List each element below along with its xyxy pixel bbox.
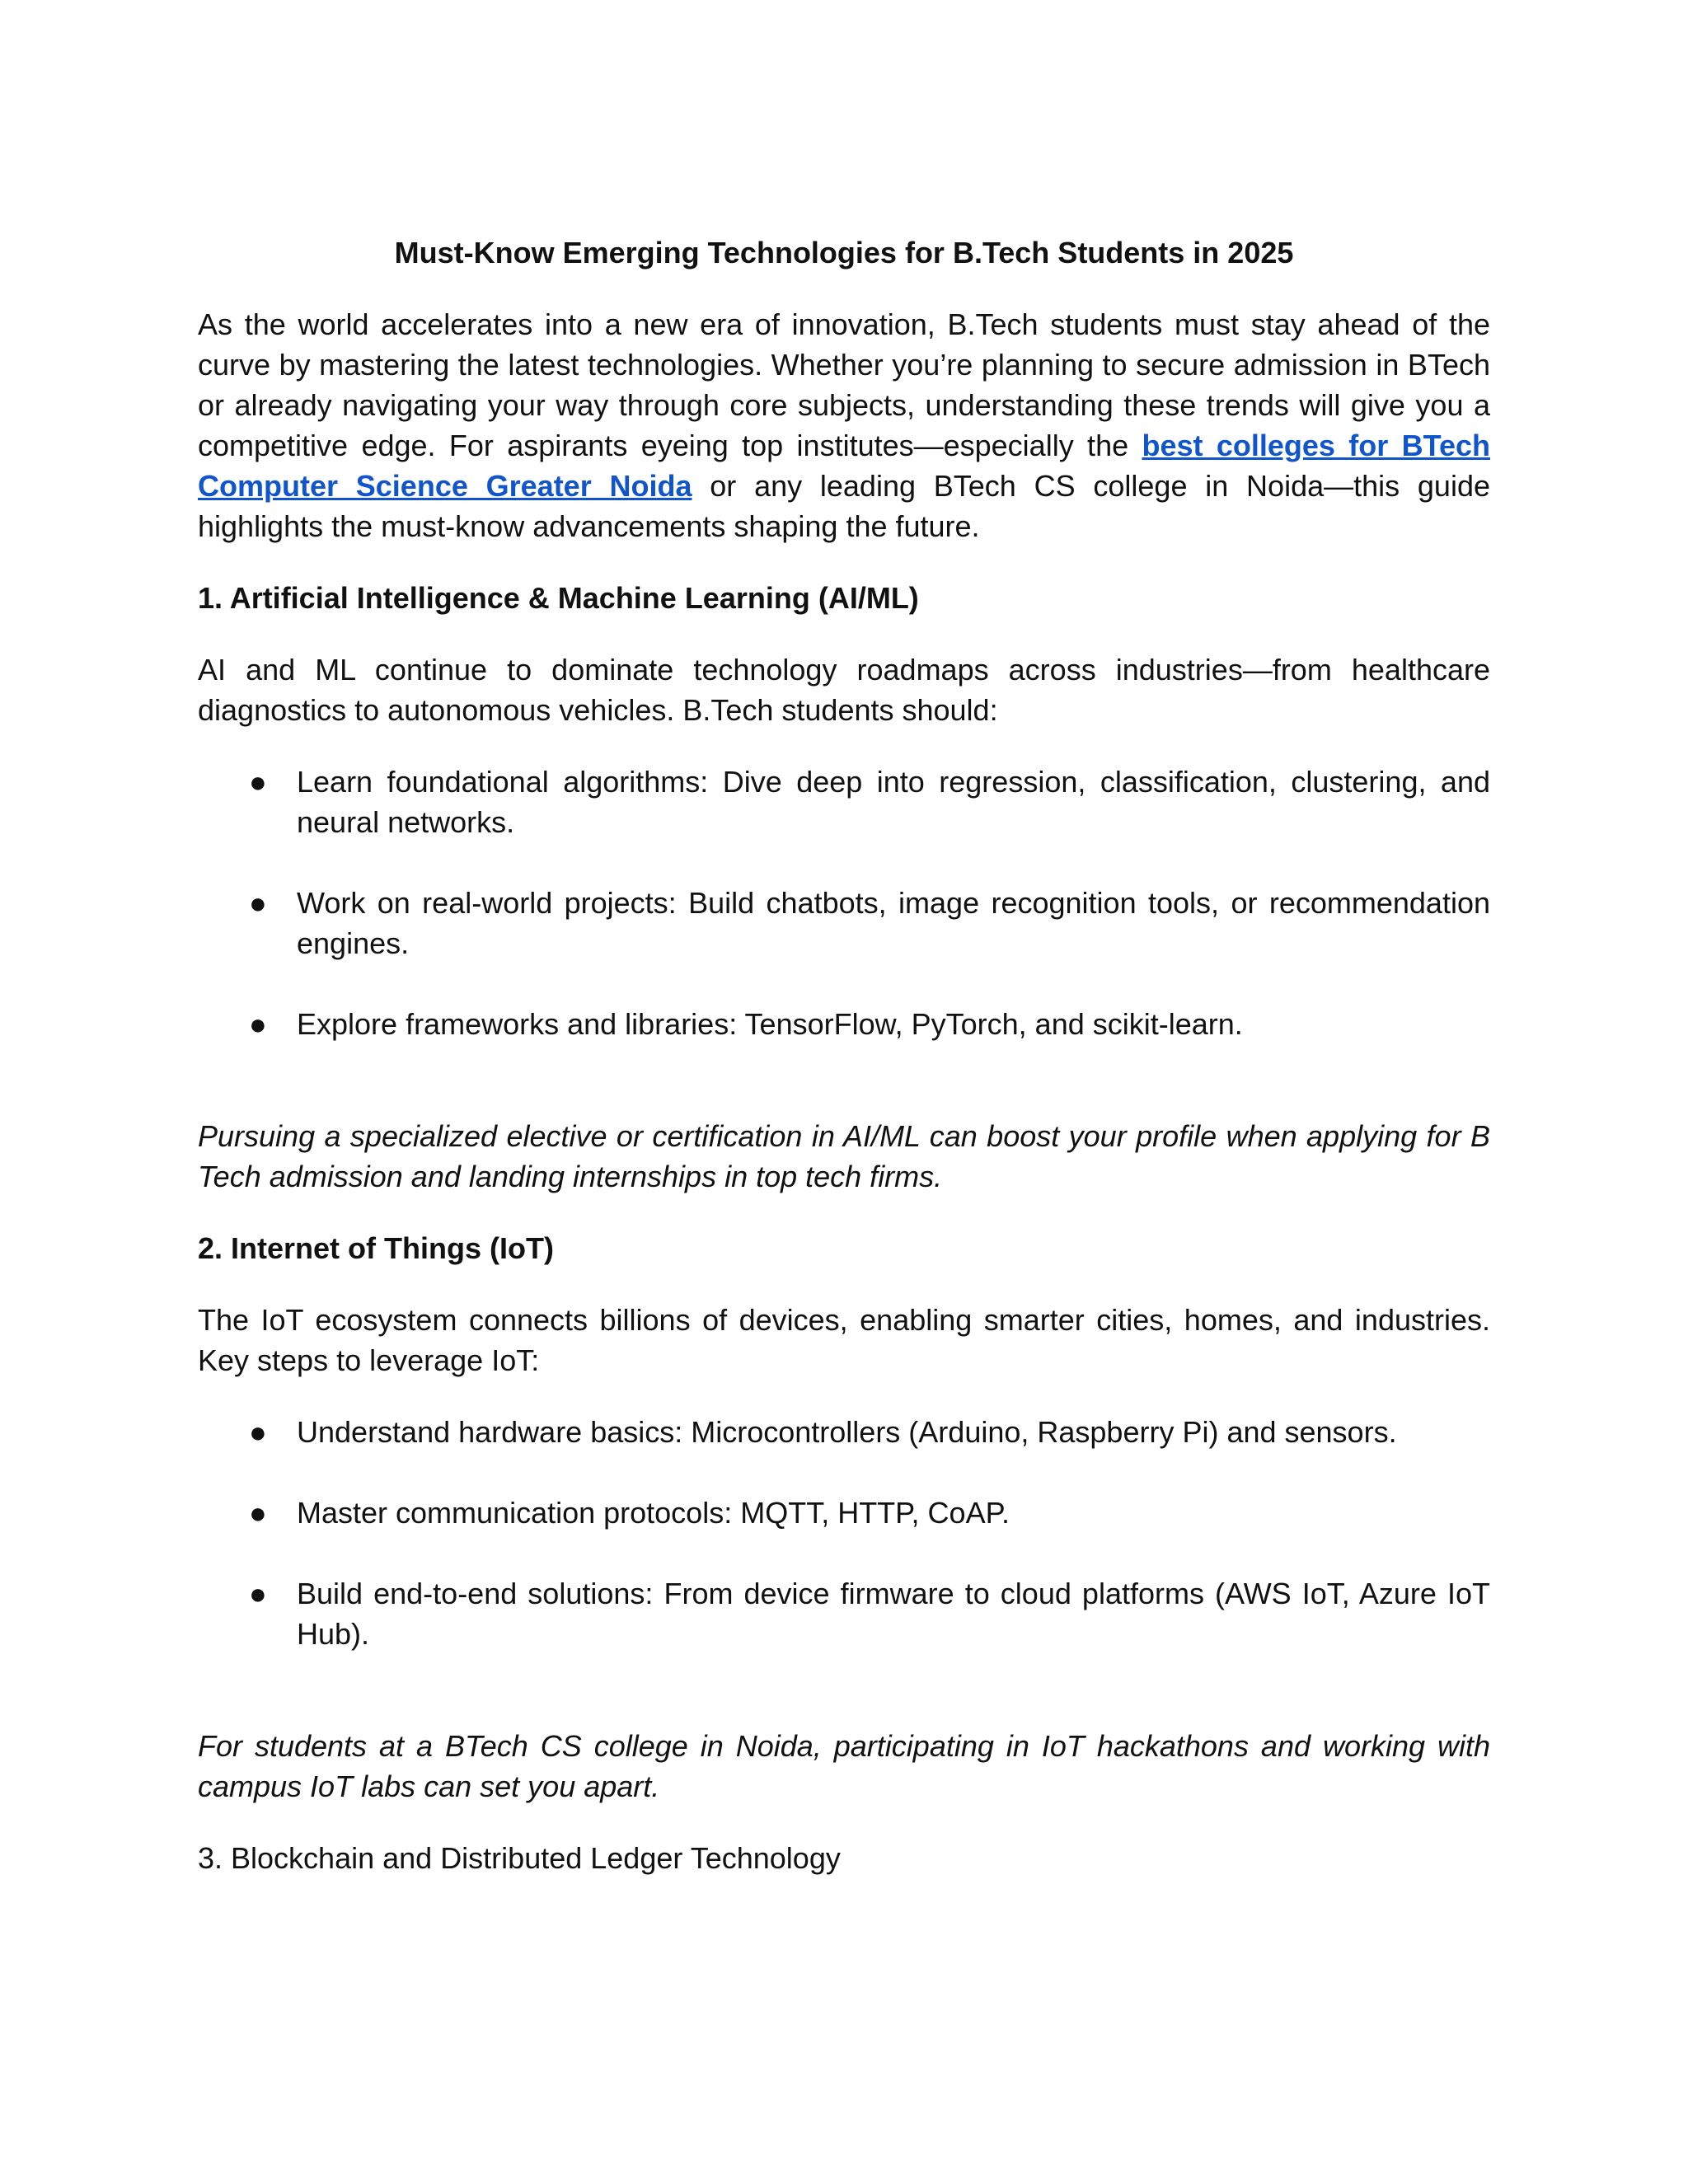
bullet-icon: ● (249, 765, 267, 799)
section-paragraph-iot: The IoT ecosystem connects billions of devices, enabling smarter cities, homes, and industries. Key steps to leverage IoT: (198, 1303, 1490, 1377)
list-item (198, 1573, 1490, 1654)
document-title: Must-Know Emerging Technologies for B.Tech Students in 2025 (394, 236, 1294, 269)
list-item-text: Master communication protocols: MQTT, HTTP, CoAP. (297, 1496, 1010, 1530)
bullet-icon: ● (249, 1496, 267, 1530)
list-item-text: Explore frameworks and libraries: TensorFlow, PyTorch, and scikit-learn. (297, 1007, 1243, 1041)
spacer (198, 1694, 1490, 1726)
section-heading-ai-ml: 1. Artificial Intelligence & Machine Learning (AI/ML) (198, 581, 919, 615)
section-heading-iot: 2. Internet of Things (IoT) (198, 1231, 554, 1265)
list-item (198, 1412, 1490, 1452)
intro-paragraph (198, 304, 1490, 546)
list-item (198, 762, 1490, 842)
section-heading-blockchain: 3. Blockchain and Distributed Ledger Technology (198, 1841, 841, 1875)
document-page (198, 232, 1490, 1910)
section-note-iot: For students at a BTech CS college in Noida, participating in IoT hackathons and working with campus IoT labs can set you apart. (198, 1729, 1490, 1803)
spacer (198, 1085, 1490, 1116)
list-item (198, 1004, 1490, 1044)
section-paragraph-ai-ml: AI and ML continue to dominate technology roadmaps across industries—from healthcare diagnostics to autonomous vehicles. B.Tech students should: (198, 653, 1490, 727)
list-item (198, 1493, 1490, 1533)
list-item-text: Learn foundational algorithms: Dive deep into regression, classification, clustering, and neural networks. (297, 765, 1490, 839)
bullet-icon: ● (249, 1007, 267, 1041)
section-note-ai-ml: Pursuing a specialized elective or certification in AI/ML can boost your profile when applying for B Tech admission and landing internships in top tech firms. (198, 1119, 1490, 1193)
bullet-list-iot (198, 1412, 1490, 1654)
list-item-text: Build end-to-end solutions: From device firmware to cloud platforms (AWS IoT, Azure IoT Hub). (297, 1577, 1490, 1651)
bullet-icon: ● (249, 1415, 267, 1449)
list-item-text: Understand hardware basics: Microcontrollers (Arduino, Raspberry Pi) and sensors. (297, 1415, 1397, 1449)
list-item (198, 883, 1490, 963)
list-item-text: Work on real-world projects: Build chatbots, image recognition tools, or recommendation engines. (297, 886, 1490, 960)
bullet-icon: ● (249, 886, 267, 920)
intro-text-before-link: As the world accelerates into a new era of innovation, B.Tech students must stay ahead of the curve by mastering the latest technologies. Whether you’re planning to secure admission in BTech or already navigating your way through core subjects, understanding these trends will give you a competitive edge. For aspirants eyeing top institutes—especially the (198, 307, 1490, 462)
intro-text-after-link: or any leading BTech CS college in Noida—this guide highlights the must-know advancements shaping the future. (198, 469, 1490, 543)
bullet-list-ai-ml (198, 762, 1490, 1044)
bullet-icon: ● (249, 1577, 267, 1610)
best-colleges-link[interactable]: best colleges for BTech Computer Science Greater Noida (198, 429, 1491, 503)
